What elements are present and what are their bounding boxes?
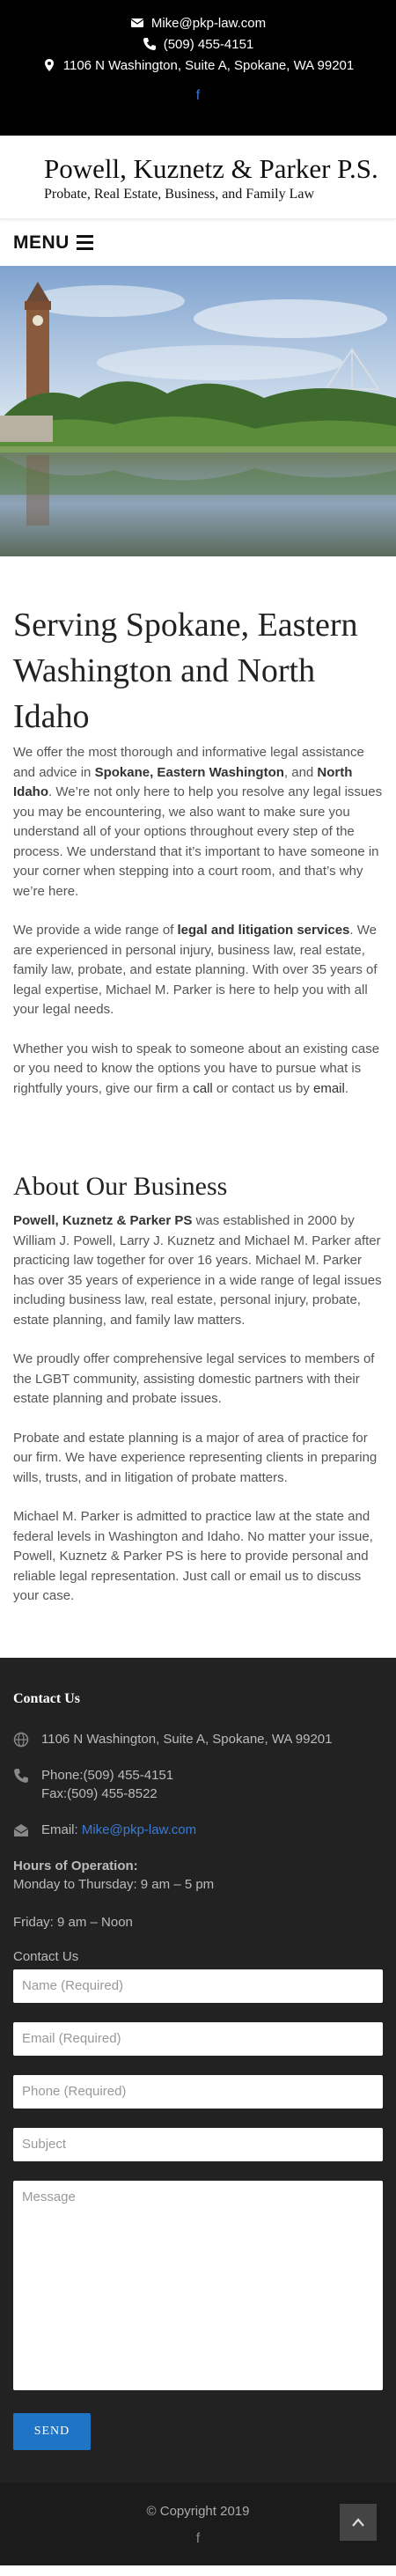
email-input[interactable] <box>13 2022 383 2056</box>
hamburger-icon <box>77 235 93 250</box>
contact-form-title: Contact Us <box>13 1948 79 1964</box>
intro-paragraph-2: We provide a wide range of legal and litigation services. We are experienced in personal injury, business law, real estate, family law, probate, and estate planning. With over 35 years of legal expertise, Michael M. Parker is here to help you with all your legal needs. <box>13 923 378 1017</box>
contact-email-link[interactable]: Mike@pkp-law.com <box>81 1822 197 1837</box>
phone-icon <box>143 37 157 51</box>
phone-input[interactable] <box>13 2075 383 2109</box>
chevron-up-icon <box>352 2518 364 2527</box>
contact-section <box>0 1658 396 2483</box>
map-marker-icon <box>42 58 56 72</box>
hours-friday: Friday: 9 am – Noon <box>13 1914 133 1930</box>
contact-heading: Contact Us <box>13 1690 80 1706</box>
hours-block <box>13 1857 383 1932</box>
call-link[interactable]: call <box>193 1080 213 1096</box>
phone-icon <box>13 1768 29 1784</box>
contact-fax: Fax:(509) 455-8522 <box>41 1785 158 1801</box>
copyright: © Copyright 2019 <box>146 2503 250 2519</box>
topbar-phone[interactable]: (509) 455-4151 <box>163 36 254 52</box>
menu-toggle[interactable] <box>0 219 396 266</box>
topbar-address: 1106 N Washington, Suite A, Spokane, WA 99201 <box>62 57 355 73</box>
site-tagline: Probate, Real Estate, Business, and Family Law <box>44 187 315 202</box>
site-header <box>0 136 396 219</box>
intro-heading: Serving Spokane, Eastern Washington and North Idaho <box>13 607 358 735</box>
about-paragraph-3: Probate and estate planning is a major of area of practice for our firm. We have experience representing clients in preparing wills, trusts, and in litigation of probate matters. <box>13 1430 378 1485</box>
back-to-top-button[interactable] <box>340 2504 377 2541</box>
contact-address: 1106 N Washington, Suite A, Spokane, WA 99201 <box>41 1731 333 1747</box>
facebook-icon[interactable]: f <box>195 88 201 103</box>
message-textarea[interactable] <box>13 2181 383 2390</box>
about-paragraph-4: Michael M. Parker is admitted to practice law at the state and federal levels in Washington and Idaho. No matter your issue, Powell, Kuznetz & Parker PS is here to provide personal and reliable legal representation. Just call or email us to discuss your case. <box>13 1509 373 1603</box>
topbar-email-row[interactable] <box>0 12 396 33</box>
topbar-email[interactable]: Mike@pkp-law.com <box>150 15 267 31</box>
footer <box>0 2483 396 2565</box>
contact-email-row: Email: Mike@pkp-law.com <box>13 1821 383 1839</box>
name-input[interactable] <box>13 1969 383 2003</box>
site-title[interactable]: Powell, Kuznetz & Parker P.S. <box>44 153 378 184</box>
intro-paragraph-1: We offer the most thorough and informative legal assistance and advice in Spokane, Eastern Washington, and North Idaho. We’re not only here to help you resolve any legal issues you may be encountering, we also want to make sure you understand all of your options throughout every step of the process. We understand that it’s important to have someone in your corner when stepping into a court room, and that’s why we’re here. <box>13 745 383 899</box>
globe-icon <box>13 1732 29 1748</box>
topbar-phone-row[interactable] <box>0 33 396 55</box>
hero-image <box>0 266 396 556</box>
email-link[interactable]: email <box>313 1080 345 1096</box>
topbar-address-row <box>0 55 396 76</box>
intro-paragraph-3: Whether you wish to speak to someone about an existing case or you need to know the options you have to pursue what is rightfully yours, give our firm a call or contact us by email. <box>13 1041 380 1096</box>
services-link[interactable]: legal and litigation services <box>177 923 350 938</box>
hours-title: Hours of Operation: <box>13 1858 138 1873</box>
about-heading: About Our Business <box>13 1172 228 1201</box>
contact-address-row <box>13 1730 383 1748</box>
contact-form <box>13 1969 383 2450</box>
about-section <box>0 1169 396 1607</box>
contact-phone[interactable]: Phone:(509) 455-4151 <box>41 1767 174 1783</box>
about-paragraph-2: We proudly offer comprehensive legal services to members of the LGBT community, assisting domestic partners with their estate planning and probate issues. <box>13 1351 375 1406</box>
intro-section <box>0 602 396 1099</box>
menu-label: MENU <box>13 232 70 253</box>
about-paragraph-1: Powell, Kuznetz & Parker PS was established in 2000 by William J. Powell, Larry J. Kuznetz and Michael M. Parker after practicing law together for over 16 years. Michael M. Parker has over 35 years of experience in a wide range of legal issues including business law, real estate, personal injury, probate, estate planning, and family law matters. <box>13 1213 382 1328</box>
hours-weekdays: Monday to Thursday: 9 am – 5 pm <box>13 1876 215 1892</box>
subject-input[interactable] <box>13 2128 383 2161</box>
contact-phone-row <box>13 1766 383 1803</box>
envelope-icon <box>130 16 144 30</box>
send-button[interactable]: SEND <box>13 2413 91 2450</box>
top-bar <box>0 0 396 136</box>
envelope-open-icon <box>13 1822 29 1838</box>
footer-facebook-icon[interactable]: f <box>195 2530 201 2546</box>
